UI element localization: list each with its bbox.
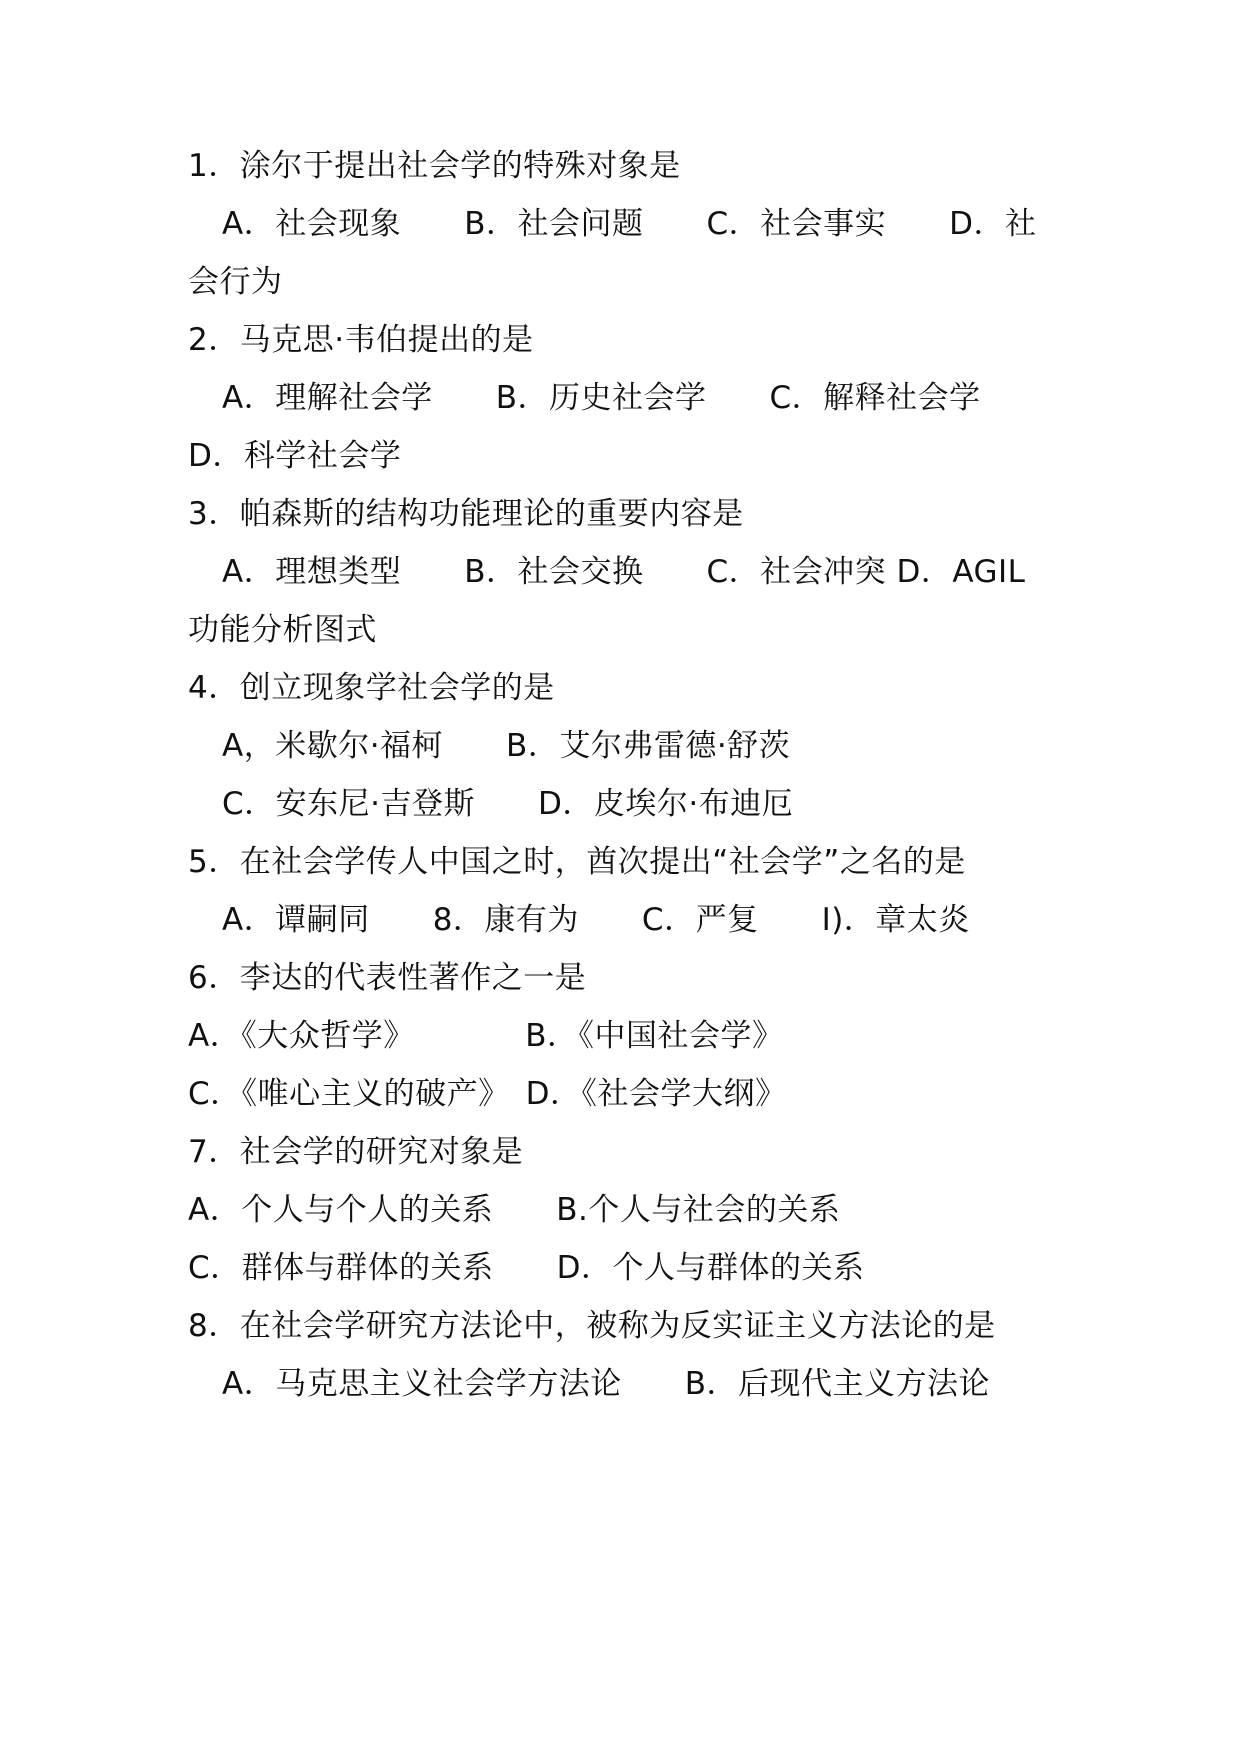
question-7-stem: 7．社会学的研究对象是 — [188, 1134, 524, 1170]
question-6-stem: 6．李达的代表性著作之一是 — [188, 960, 587, 996]
question-5-options-line-1: A．谭嗣同 8．康有为 C．严复 I)．章太炎 — [222, 902, 970, 938]
question-6-options-line-2: C．《唯心主义的破产》 D．《社会学大纲》 — [188, 1076, 787, 1112]
question-3-options-line-2: 功能分析图式 — [188, 612, 377, 648]
question-3-options-line-1: A．理想类型 B．社会交换 C．社会冲突 D．AGIL — [222, 554, 1026, 590]
question-2-options-line-2: D．科学社会学 — [188, 438, 402, 474]
question-5-stem: 5．在社会学传人中国之时，酋次提出“社会学”之名的是 — [188, 844, 966, 880]
question-8-stem: 8．在社会学研究方法论中，被称为反实证主义方法论的是 — [188, 1308, 996, 1344]
question-2-stem: 2．马克思·韦伯提出的是 — [188, 322, 534, 358]
question-4-options-line-1: A，米歇尔·福柯 B．艾尔弗雷德·舒茨 — [222, 728, 791, 764]
question-3-stem: 3．帕森斯的结构功能理论的重要内容是 — [188, 496, 744, 532]
question-1-stem: 1．涂尔于提出社会学的特殊对象是 — [188, 148, 681, 184]
question-4-options-line-2: C．安东尼·吉登斯 D．皮埃尔·布迪厄 — [222, 786, 794, 822]
question-4-stem: 4．创立现象学社会学的是 — [188, 670, 555, 706]
question-7-options-line-1: A．个人与个人的关系 B.个人与社会的关系 — [188, 1192, 841, 1228]
question-8-options-line-1: A．马克思主义社会学方法论 B．后现代主义方法论 — [222, 1366, 990, 1402]
question-2-options-line-1: A．理解社会学 B．历史社会学 C．解释社会学 — [222, 380, 981, 416]
question-1-options-line-1: A．社会现象 B．社会问题 C．社会事实 D．社 — [222, 206, 1037, 242]
question-7-options-line-2: C．群体与群体的关系 D．个人与群体的关系 — [188, 1250, 865, 1286]
question-1-options-line-2: 会行为 — [188, 264, 283, 300]
question-6-options-line-1: A．《大众哲学》 B．《中国社会学》 — [188, 1018, 784, 1054]
